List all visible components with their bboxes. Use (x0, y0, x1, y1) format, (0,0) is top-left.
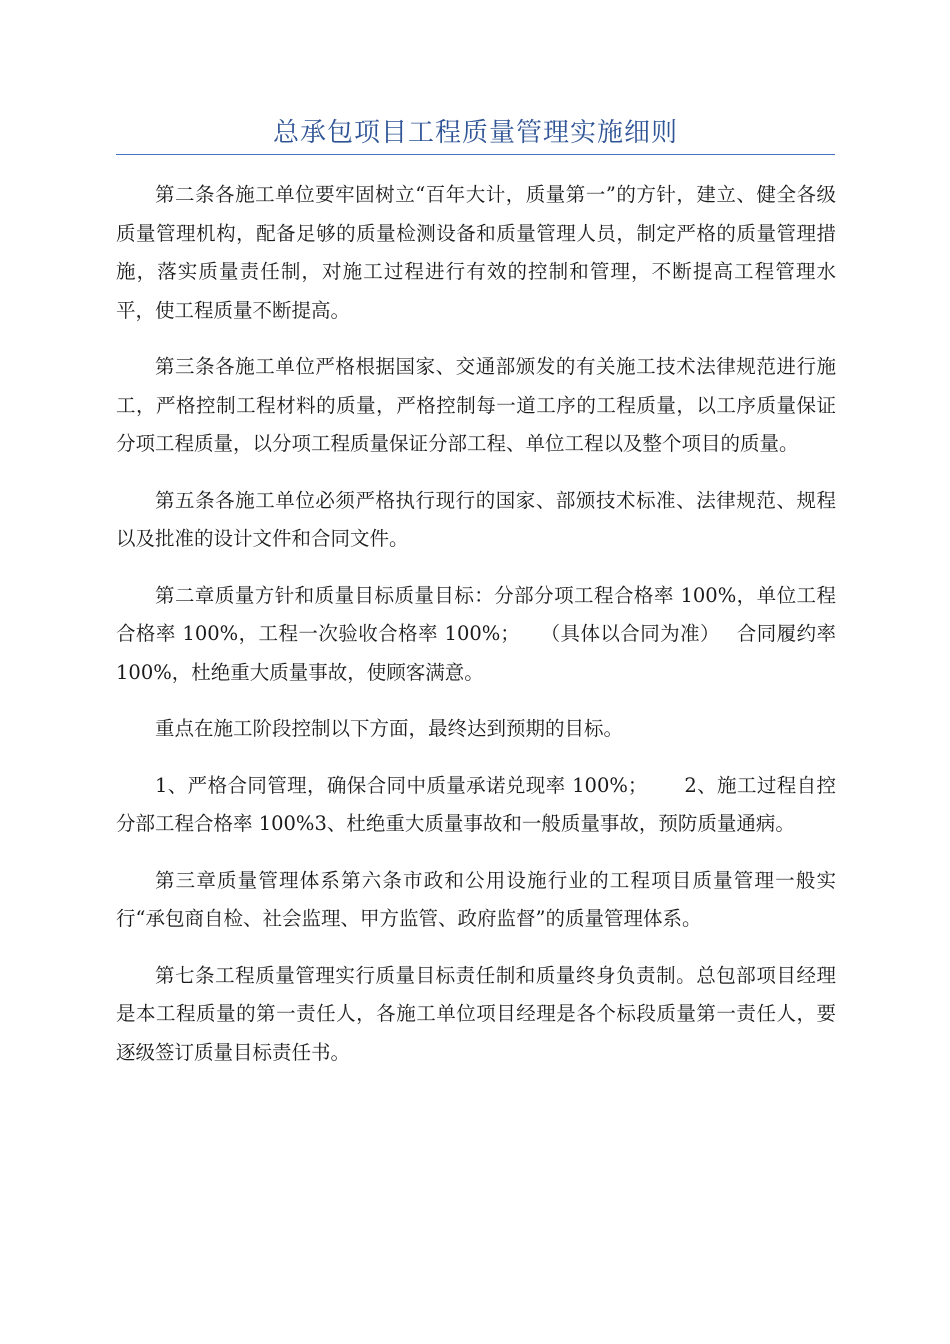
title-underline (116, 154, 835, 155)
paragraph-article-7: 第七条工程质量管理实行质量目标责任制和质量终身负责制。总包部项目经理是本工程质量的第一责任人，各施工单位项目经理是各个标段质量第一责任人，要逐级签订质量目标责任书。 (116, 963, 836, 1064)
paragraph-control-items: 1、严格合同管理，确保合同中质量承诺兑现率 100%； 2、施工过程自控分部工程合格率 100%3、杜绝重大质量事故和一般质量事故，预防质量通病。 (116, 773, 836, 835)
paragraph-chapter-2-quality-goals: 第二章质量方针和质量目标质量目标：分部分项工程合格率 100%，单位工程合格率 100%，工程一次验收合格率 100%； （具体以合同为准） 合同履约率 100%，杜绝重大质量事故，使顾客满意。 (116, 583, 836, 684)
paragraph-chapter-3-system: 第三章质量管理体系第六条市政和公用设施行业的工程项目质量管理一般实行“承包商自检、社会监理、甲方监管、政府监督”的质量管理体系。 (116, 868, 836, 930)
paragraph-article-2: 第二条各施工单位要牢固树立“百年大计，质量第一”的方针，建立、健全各级质量管理机构，配备足够的质量检测设备和质量管理人员，制定严格的质量管理措施，落实质量责任制，对施工过程进行有效的控制和管理，不断提高工程管理水平，使工程质量不断提高。 (116, 183, 836, 322)
document-body (116, 176, 836, 1090)
paragraph-article-5: 第五条各施工单位必须严格执行现行的国家、部颁技术标准、法律规范、规程以及批准的设计文件和合同文件。 (116, 488, 836, 550)
paragraph-key-control: 重点在施工阶段控制以下方面，最终达到预期的目标。 (155, 717, 624, 740)
document-title: 总承包项目工程质量管理实施细则 (272, 118, 678, 148)
paragraph-article-3: 第三条各施工单位严格根据国家、交通部颁发的有关施工技术法律规范进行施工，严格控制工程材料的质量，严格控制每一道工序的工程质量，以工序质量保证分项工程质量，以分项工程质量保证分部工程、单位工程以及整个项目的质量。 (116, 355, 836, 455)
